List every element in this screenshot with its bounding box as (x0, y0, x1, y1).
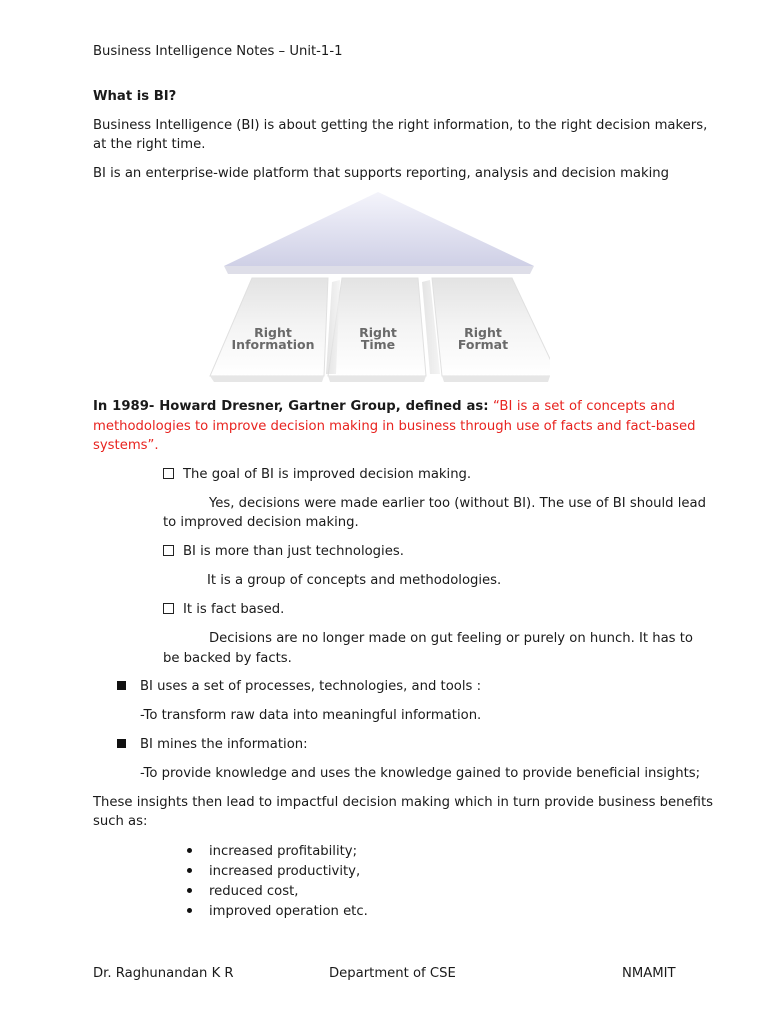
benefit-item (187, 863, 360, 881)
checklist-item-3 (163, 601, 284, 619)
pillar-label-2-line2: Time (360, 337, 396, 352)
bi-house-diagram (200, 186, 550, 386)
page-header: Business Intelligence Notes – Unit-1-1 (93, 44, 343, 59)
pillar-label-1-line2: Information (231, 337, 315, 352)
square-item-2-detail: -To provide knowledge and uses the knowledge gained to provide beneficial insights; (140, 766, 701, 781)
bullet-dot-icon (187, 888, 192, 893)
insights-line-1: These insights then lead to impactful decision making which in turn provide business benefits (93, 795, 713, 810)
checklist-item-2-detail-1: It is a group of concepts and methodologies. (207, 573, 502, 588)
intro-line-2: at the right time. (93, 137, 206, 152)
definition-lead: In 1989- Howard Dresner, Gartner Group, defined as: (93, 399, 489, 414)
bullet-dot-icon (187, 868, 192, 873)
definition-line-1 (93, 398, 675, 416)
square-bullet-icon (117, 739, 126, 748)
checklist-item-3-detail-2: be backed by facts. (163, 651, 292, 666)
checklist-item-1-detail-2: to improved decision making. (163, 515, 359, 530)
benefit-text: reduced cost, (209, 884, 299, 899)
square-item-2 (117, 736, 308, 754)
square-bullet-icon (117, 681, 126, 690)
intro-line-1: Business Intelligence (BI) is about getting the right information, to the right decision makers, (93, 118, 708, 133)
roof-shape (224, 192, 534, 274)
insights-line-2: such as: (93, 814, 148, 829)
benefit-text: increased profitability; (209, 844, 358, 859)
square-item-2-title: BI mines the information: (140, 737, 308, 752)
checklist-item-1 (163, 466, 471, 484)
checklist-item-1-detail-1: Yes, decisions were made earlier too (without BI). The use of BI should lead (209, 496, 706, 511)
definition-line-3: systems”. (93, 438, 159, 453)
pillar-label-3-line2: Format (457, 337, 509, 352)
checkbox-icon (163, 603, 174, 614)
checkbox-icon (163, 468, 174, 479)
checklist-item-2 (163, 543, 404, 561)
pillar-label-3-line1: Right (464, 325, 502, 340)
intro-paragraph-2: BI is an enterprise-wide platform that supports reporting, analysis and decision making (93, 166, 670, 181)
definition-quote-start: “BI is a set of concepts and (492, 399, 675, 414)
benefit-text: increased productivity, (209, 864, 361, 879)
checklist-item-2-title: BI is more than just technologies. (183, 544, 404, 559)
bullet-dot-icon (187, 908, 192, 913)
benefit-text: improved operation etc. (209, 904, 368, 919)
section-heading: What is BI? (93, 89, 177, 104)
square-item-1-detail: -To transform raw data into meaningful information. (140, 708, 482, 723)
footer-department: Department of CSE (329, 966, 456, 981)
pillar-label-2-line1: Right (359, 325, 397, 340)
pillar-label-1-line1: Right (254, 325, 292, 340)
definition-line-2: methodologies to improve decision making in business through use of facts and fact-based (93, 419, 696, 434)
bullet-dot-icon (187, 848, 192, 853)
checklist-item-1-title: The goal of BI is improved decision making. (183, 467, 472, 482)
footer-institution: NMAMIT (622, 966, 676, 981)
checklist-item-3-title: It is fact based. (183, 602, 285, 617)
benefit-item (187, 883, 298, 901)
benefit-item (187, 903, 368, 921)
square-item-1 (117, 678, 481, 696)
checklist-item-3-detail-1: Decisions are no longer made on gut feeling or purely on hunch. It has to (209, 631, 693, 646)
footer-author: Dr. Raghunandan K R (93, 966, 234, 981)
square-item-1-title: BI uses a set of processes, technologies, and tools : (140, 679, 482, 694)
checkbox-icon (163, 545, 174, 556)
benefit-item (187, 843, 357, 861)
